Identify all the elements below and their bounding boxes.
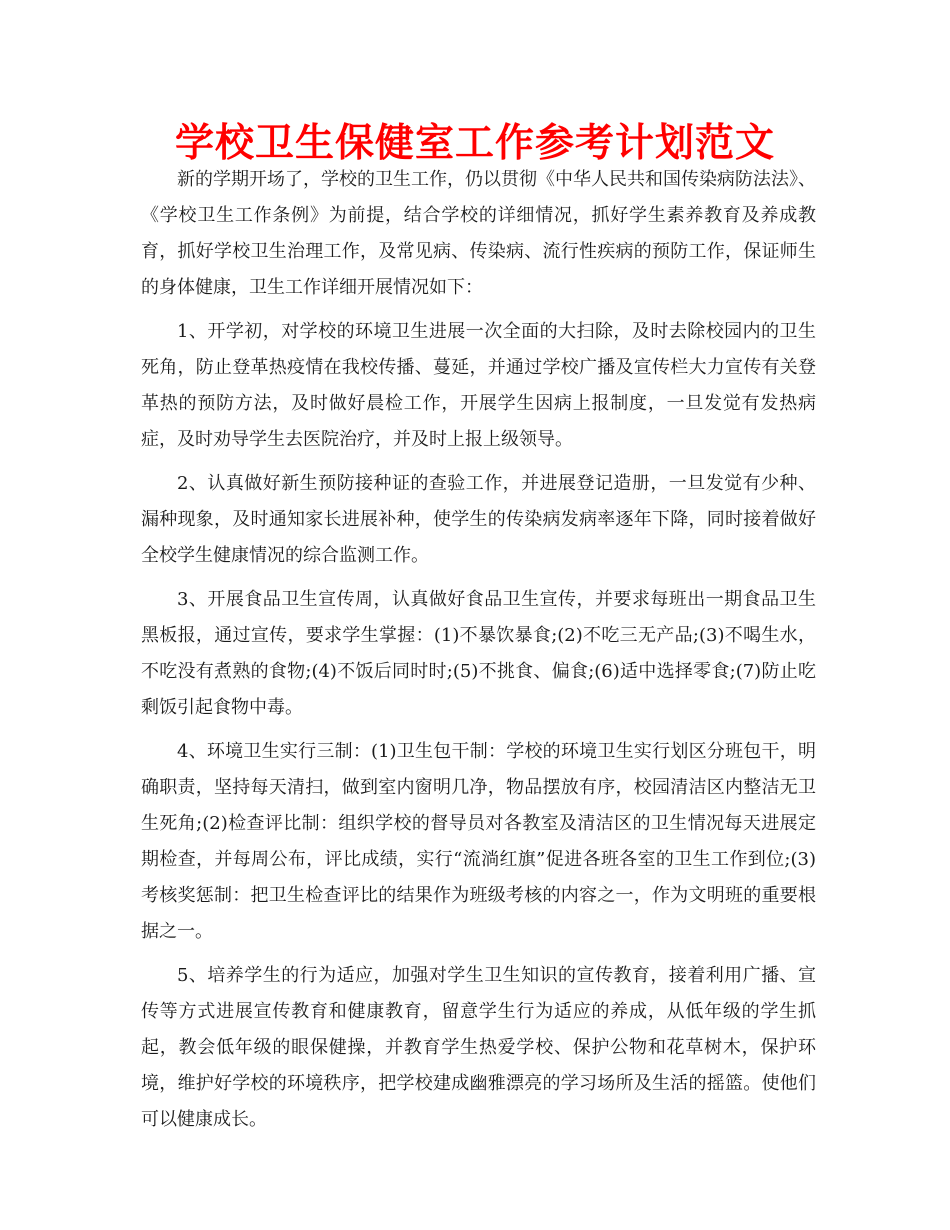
document-body xyxy=(141,162,816,1146)
paragraph-item-5: 5、培养学生的行为适应，加强对学生卫生知识的宣传教育，接着利用广播、宣传等方式进展宣传教育和健康教育，留意学生行为适应的养成，从低年级的学生抓起，教会低年级的眼保健操，并教育学生热爱学校、保护公物和花草树木，保护环境，维护好学校的环境秩序，把学校建成幽雅漂亮的学习场所及生活的摇篮。使他们可以健康成长。 xyxy=(141,965,816,1130)
paragraph-item-1: 1、开学初，对学校的环境卫生进展一次全面的大扫除，及时去除校园内的卫生死角，防止登革热疫情在我校传播、蔓延，并通过学校广播及宣传栏大力宣传有关登革热的预防方法，及时做好晨检工作，开展学生因病上报制度，一旦发觉有发热病症，及时劝导学生去医院治疗，并及时上报上级领导。 xyxy=(141,321,816,450)
paragraph-intro: 新的学期开场了，学校的卫生工作，仍以贯彻《中华人民共和国传染病防法法》、《学校卫生工作条例》为前提，结合学校的详细情况，抓好学生素养教育及养成教育，抓好学校卫生治理工作，及常见病、传染病、流行性疾病的预防工作，保证师生的身体健康，卫生工作详细开展情况如下： xyxy=(141,169,816,298)
paragraph-item-2: 2、认真做好新生预防接种证的查验工作，并进展登记造册，一旦发觉有少种、漏种现象，及时通知家长进展补种，使学生的传染病发病率逐年下降，同时接着做好全校学生健康情况的综合监测工作。 xyxy=(141,473,816,566)
paragraph-item-4: 4、环境卫生实行三制：(1)卫生包干制：学校的环境卫生实行划区分班包干，明确职责，坚持每天清扫，做到室内窗明几净，物品摆放有序，校园清洁区内整洁无卫生死角;(2)检查评比制：组织学校的督导员对各教室及清洁区的卫生情况每天进展定期检查，并每周公布，评比成绩，实行“流淌红旗”促进各班各室的卫生工作到位;(3)考核奖惩制：把卫生检查评比的结果作为班级考核的内容之一，作为文明班的重要根据之一。 xyxy=(141,741,816,942)
paragraph-item-3: 3、开展食品卫生宣传周，认真做好食品卫生宣传，并要求每班出一期食品卫生黑板报，通过宣传，要求学生掌握：(1)不暴饮暴食;(2)不吃三无产品;(3)不喝生水，不吃没有煮熟的食物;(4)不饭后同时时;(5)不挑食、偏食;(6)适中选择零食;(7)防止吃剩饭引起食物中毒。 xyxy=(141,589,816,718)
document-title: 学校卫生保健室工作参考计划范文 xyxy=(174,121,775,166)
